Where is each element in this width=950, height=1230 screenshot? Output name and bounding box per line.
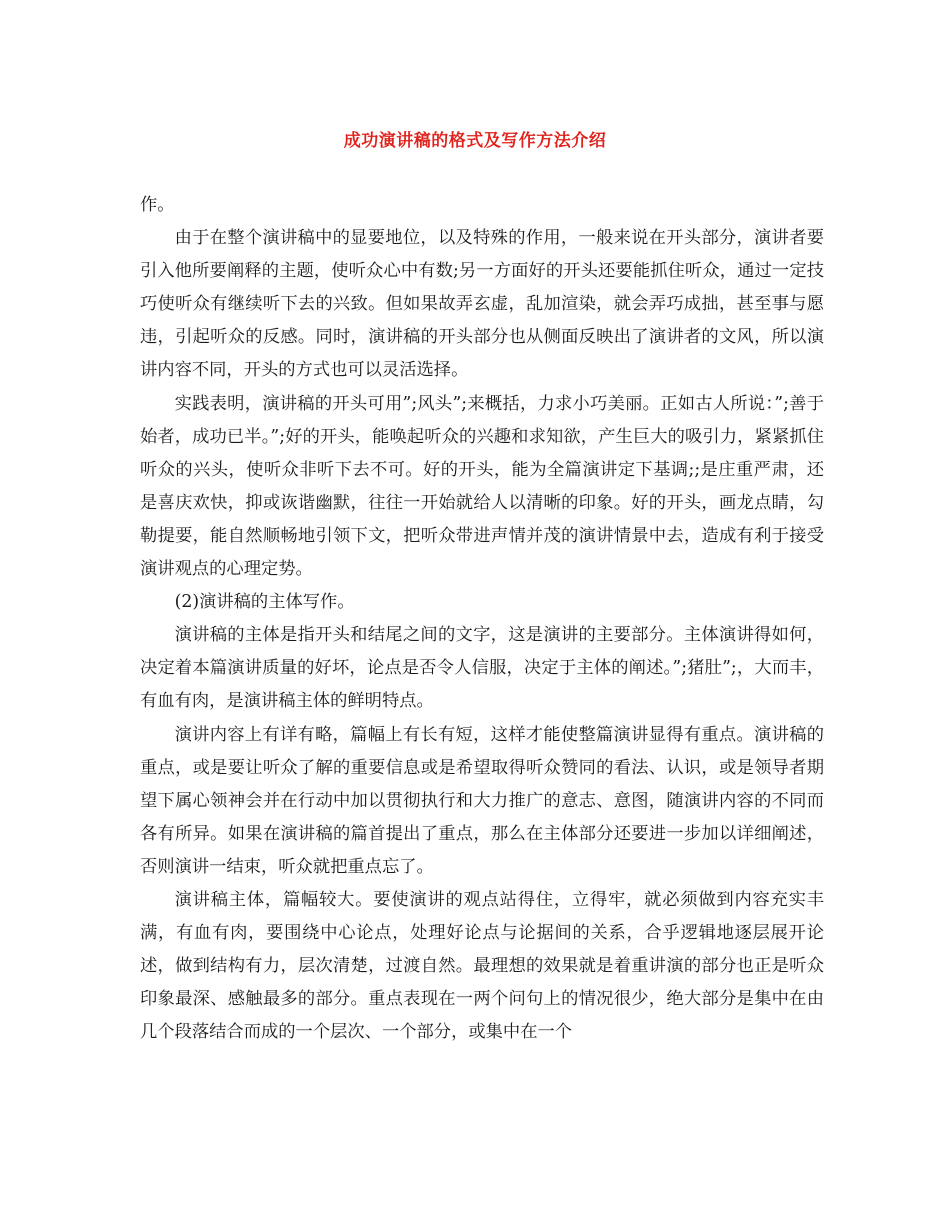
paragraph-opening-role: 由于在整个演讲稿中的显要地位，以及特殊的作用，一般来说在开头部分，演讲者要引入他所要阐释的主题，使听众心中有数;另一方面好的开头还要能抓住听众，通过一定技巧使听众有继续听下去的兴致。但如果故弄玄虚，乱加渲染，就会弄巧成拙，甚至事与愿违，引起听众的反感。同时，演讲稿的开头部分也从侧面反映出了演讲者的文风，所以演讲内容不同，开头的方式也可以灵活选择。 (140, 228, 824, 381)
section-heading-body-writing: (2)演讲稿的主体写作。 (174, 592, 355, 613)
document-body (140, 189, 824, 1049)
paragraph-body-structure: 演讲稿主体，篇幅较大。要使演讲的观点站得住，立得牢，就必须做到内容充实丰满，有血有肉，要围绕中心论点，处理好论点与论据间的关系，合乎逻辑地逐层展开论述，做到结构有力，层次清楚，过渡自然。最理想的效果就是着重讲演的部分也正是听众印象最深、感触最多的部分。重点表现在一两个问句上的情况很少，绝大部分是集中在由几个段落结合而成的一个层次、一个部分，或集中在一个 (140, 889, 824, 1043)
paragraph-body-definition: 演讲稿的主体是指开头和结尾之间的文字，这是演讲的主要部分。主体演讲得如何，决定着本篇演讲质量的好坏，论点是否令人信服，决定于主体的阐述。”;猪肚”;，大而丰，有血有肉，是演讲稿主体的鲜明特点。 (140, 625, 824, 712)
paragraph-continuation: 作。 (140, 195, 175, 215)
paragraph-body-emphasis: 演讲内容上有详有略，篇幅上有长有短，这样才能使整篇演讲显得有重点。演讲稿的重点，或是要让听众了解的重要信息或是希望取得听众赞同的看法、认识，或是领导者期望下属心领神会并在行动中加以贯彻执行和大力推广的意志、意图，随演讲内容的不同而各有所异。如果在演讲稿的篇首提出了重点，那么在主体部分还要进一步加以详细阐述，否则演讲一结束，听众就把重点忘了。 (140, 724, 824, 877)
document-title: 成功演讲稿的格式及写作方法介绍 (343, 131, 607, 151)
paragraph-opening-practice: 实践表明，演讲稿的开头可用”;风头”;来概括，力求小巧美丽。正如古人所说：”;善于始者，成功已半。”;好的开头，能唤起听众的兴趣和求知欲，产生巨大的吸引力，紧紧抓住听众的兴头，使听众非听下去不可。好的开头，能为全篇演讲定下基调;;是庄重严肃，还是喜庆欢快，抑或诙谐幽默，往往一开始就给人以清晰的印象。好的开头，画龙点睛，勾勒提要，能自然顺畅地引领下文，把听众带进声情并茂的演讲情景中去，造成有利于接受演讲观点的心理定势。 (140, 393, 824, 580)
